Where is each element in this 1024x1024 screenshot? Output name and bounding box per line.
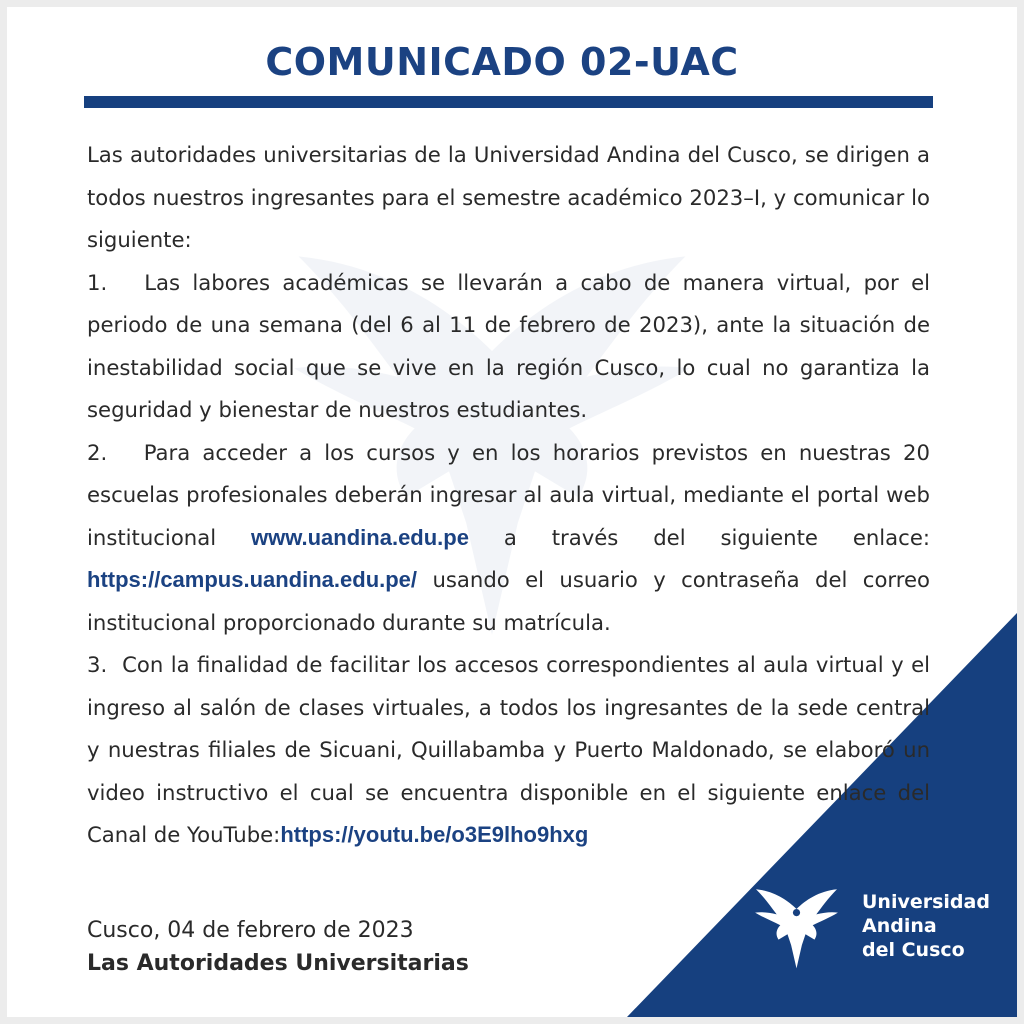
announcement-page bbox=[7, 7, 1017, 1017]
youtube-link[interactable]: https://youtu.be/o3E9lho9hxg bbox=[280, 822, 589, 847]
title-underline bbox=[84, 96, 933, 108]
list-item-text: Para acceder a los cursos y en los horarios previstos en nuestras 20 escuelas profesionales deberán ingresar al aula virtual, mediante el portal web institucional bbox=[87, 439, 930, 550]
website-link[interactable]: www.uandina.edu.pe bbox=[250, 524, 469, 550]
place-date: Cusco, 04 de febrero de 2023 bbox=[87, 918, 414, 943]
signature: Las Autoridades Universitarias bbox=[87, 951, 469, 976]
logo-line: del Cusco bbox=[862, 939, 965, 961]
list-item bbox=[87, 644, 930, 857]
campus-link[interactable]: https://campus.uandina.edu.pe/ bbox=[87, 567, 418, 592]
eagle-icon bbox=[749, 882, 844, 972]
list-item-text: a través del siguiente enlace: bbox=[503, 524, 930, 550]
logo-line: Universidad bbox=[862, 891, 990, 913]
university-logo bbox=[749, 882, 999, 982]
list-item bbox=[87, 262, 930, 432]
intro-paragraph: Las autoridades universitarias de la Universidad Andina del Cusco, se dirigen a todos nuestros ingresantes para el semestre académico 2023–I, y comunicar lo siguiente: bbox=[87, 142, 930, 252]
list-item-number: 1. bbox=[87, 269, 108, 295]
logo-line: Andina bbox=[862, 915, 937, 937]
list-item-text: Las labores académicas se llevarán a cabo de manera virtual, por el periodo de una semana (del 6 al 11 de febrero de 2023), ante la situación de inestabilidad social que se vive en la región Cusco, lo cual no garantiza la seguridad y bienestar de nuestros estudiantes. bbox=[87, 269, 930, 422]
announcement-body bbox=[87, 134, 930, 857]
list-item-text: Con la finalidad de facilitar los accesos correspondientes al aula virtual y el ingreso al salón de clases virtuales, a todos los ingresantes de la sede central y nuestras filiales de Sicuani, Quillabamba y Puerto Maldonado, se elaboró un video instructivo el cual se encuentra disponible en el siguiente enlace del Canal de YouTube: bbox=[87, 652, 930, 847]
list-item-number: 2. bbox=[87, 439, 108, 465]
list-item-number: 3. bbox=[87, 652, 108, 677]
logo-wordmark bbox=[862, 890, 990, 962]
list-item-text: usando el usuario y contraseña del correo institucional proporcionado durante su matrícula. bbox=[87, 567, 930, 635]
page-title: COMUNICADO 02-UAC bbox=[265, 40, 739, 84]
footer-signature-block bbox=[87, 914, 469, 980]
list-item bbox=[87, 432, 930, 645]
